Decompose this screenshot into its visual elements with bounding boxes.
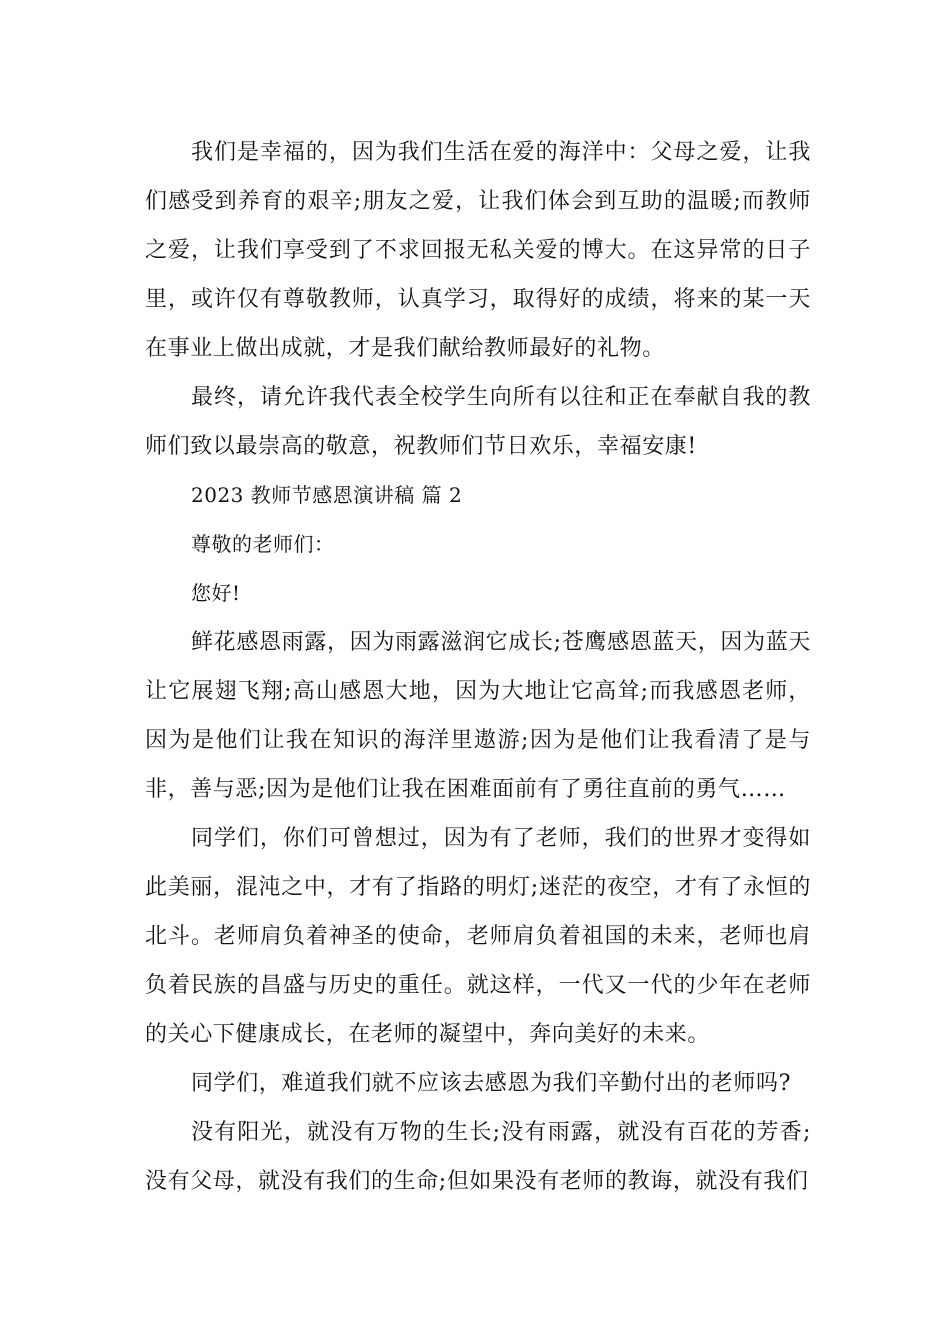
salutation: 尊敬的老师们： [191,532,335,556]
paragraph-gratitude: 鲜花感恩雨露，因为雨露滋润它成长;苍鹰感恩蓝天，因为蓝天让它展翅飞翔;高山感恩大地，因为大地让它高耸;而我感恩老师，因为是他们让我在知识的海洋里遨游;因为是他们让我看清了是与非，善与恶;因为是他们让我在困难面前有了勇往直前的勇气…… [145,630,811,802]
paragraph-question: 同学们，难道我们就不应该去感恩为我们辛勤付出的老师吗? [191,1071,791,1096]
paragraph-happiness: 我们是幸福的，因为我们生活在爱的海洋中：父母之爱，让我们感受到养育的艰辛;朋友之爱，让我们体会到互助的温暖;而教师之爱，让我们享受到了不求回报无私关爱的博大。在这异常的日子里，或许仅有尊敬教师，认真学习，取得好的成绩，将来的某一天在事业上做出成就，才是我们献给教师最好的礼物。 [145,140,811,361]
document-content [145,128,811,1206]
paragraph-teachers-mission: 同学们，你们可曾想过，因为有了老师，我们的世界才变得如此美丽，混沌之中，才有了指路的明灯;迷茫的夜空，才有了永恒的北斗。老师肩负着神圣的使命，老师肩负着祖国的未来，老师也肩负着民族的昌盛与历史的重任。就这样，一代又一代的少年在老师的关心下健康成长，在老师的凝望中，奔向美好的未来。 [145,826,811,1047]
section-title: 2023 教师节感恩演讲稿 篇 2 [191,483,463,507]
greeting: 您好! [191,581,241,605]
paragraph-closing: 最终，请允许我代表全校学生向所有以往和正在奉献自我的教师们致以最崇高的敬意，祝教师们节日欢乐，幸福安康! [145,385,811,459]
paragraph-sunshine: 没有阳光，就没有万物的生长;没有雨露，就没有百花的芳香;没有父母，就没有我们的生命;但如果没有老师的教诲，就没有我们 [145,1120,811,1194]
